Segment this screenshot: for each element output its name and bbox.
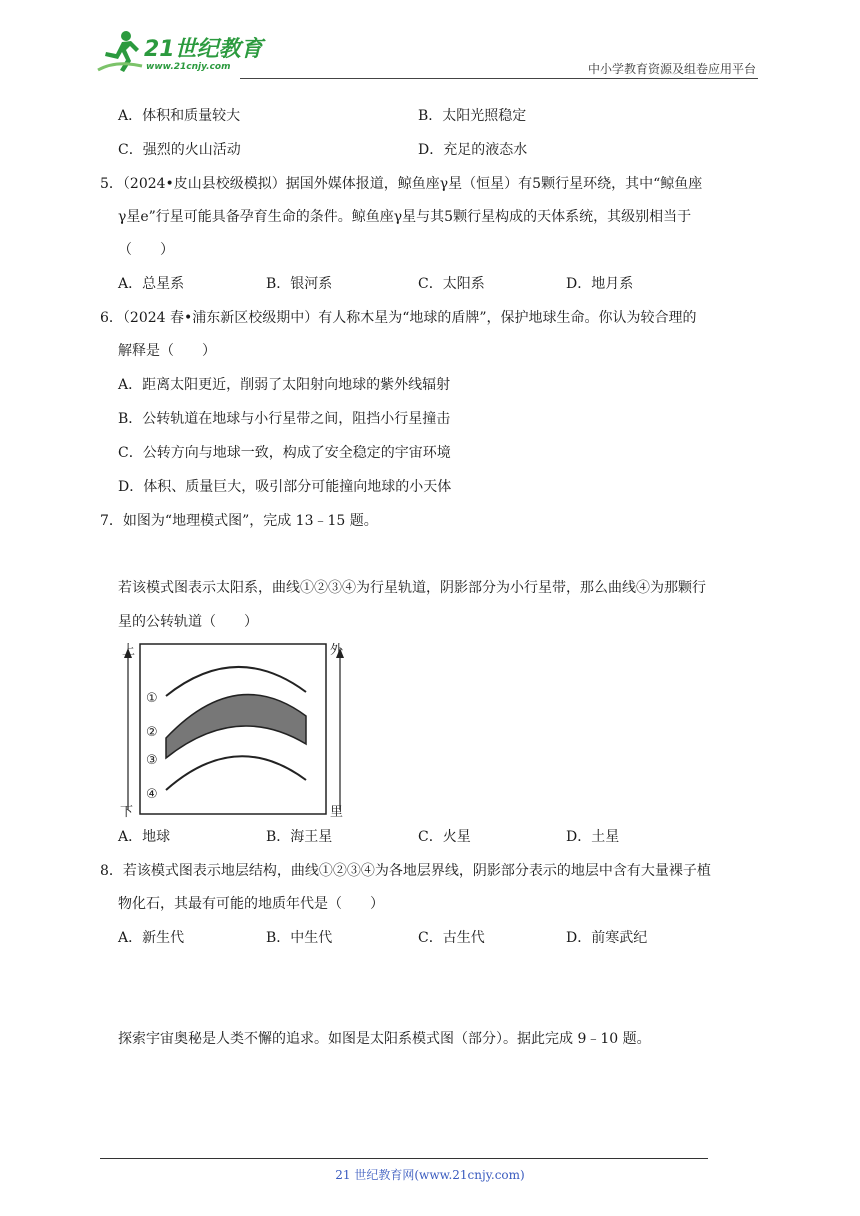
q7-option-d: D．土星 <box>566 829 620 845</box>
q6-option-d: D．体积、质量巨大，吸引部分可能撞向地球的小天体 <box>118 479 452 495</box>
label-top-right: 外 <box>330 643 344 658</box>
page-footer[interactable]: 21 世纪教育网(www.21cnjy.com) <box>335 1168 525 1182</box>
q8-option-d: D．前寒武纪 <box>566 930 648 946</box>
platform-name: 中小学教育资源及组卷应用平台 <box>587 62 756 76</box>
q4-option-a: A．体积和质量较大 <box>118 108 241 124</box>
curve-label-2: ② <box>146 725 158 740</box>
q5-option-b: B．银河系 <box>266 276 333 292</box>
q5-stem-line1: 5．（2024•皮山县校级模拟）据国外媒体报道，鲸鱼座γ星（恒星）有5颗行星环绕，其中“鲸鱼座 <box>100 176 703 192</box>
q8-option-a: A．新生代 <box>118 930 185 946</box>
q5-option-a: A．总星系 <box>118 276 185 292</box>
q6-option-b: B．公转轨道在地球与小行星带之间，阻挡小行星撞击 <box>118 411 451 427</box>
footer-divider <box>100 1158 708 1159</box>
q4-option-c: C．强烈的火山活动 <box>118 142 241 158</box>
q7-stem-line3: 星的公转轨道（ ） <box>118 614 258 630</box>
q7-option-b: B．海王星 <box>266 829 333 845</box>
curve-label-1: ① <box>146 691 158 706</box>
q7-stem-line1: 7．如图为“地理模式图”，完成 13﹣15 题。 <box>100 513 378 529</box>
q7-option-c: C．火星 <box>418 829 471 845</box>
q4-option-b: B．太阳光照稳定 <box>418 108 527 124</box>
q6-stem-line2: 解释是（ ） <box>118 343 216 359</box>
runner-icon <box>96 30 144 74</box>
q8-stem-line1: 8．若该模式图表示地层结构，曲线①②③④为各地层界线，阴影部分表示的地层中含有大量裸子植 <box>100 863 711 879</box>
label-top-left: 上 <box>122 643 136 658</box>
q8-option-b: B．中生代 <box>266 930 333 946</box>
label-bottom-right: 里 <box>330 805 344 818</box>
logo-url: www.21cnjy.com <box>146 62 231 72</box>
q5-stem-line3: （ ） <box>118 242 174 258</box>
q6-option-c: C．公转方向与地球一致，构成了安全稳定的宇宙环境 <box>118 445 451 461</box>
geo-model-figure <box>118 640 356 818</box>
logo-title: 21世纪教育 <box>144 37 263 62</box>
site-logo <box>96 30 266 78</box>
q9-intro: 探索宇宙奥秘是人类不懈的追求。如图是太阳系模式图（部分）。据此完成 9﹣10 题。 <box>118 1031 651 1047</box>
q7-stem-line2: 若该模式图表示太阳系，曲线①②③④为行星轨道，阴影部分为小行星带，那么曲线④为那颗行 <box>118 580 706 596</box>
header-divider <box>240 78 758 79</box>
label-bottom-left: 下 <box>120 805 134 818</box>
q5-option-c: C．太阳系 <box>418 276 485 292</box>
q5-stem-line2: γ星e”行星可能具备孕育生命的条件。鲸鱼座γ星与其5颗行星构成的天体系统，其级别相当于 <box>118 209 692 225</box>
q6-stem-line1: 6．（2024 春•浦东新区校级期中）有人称木星为“地球的盾牌”，保护地球生命。你认为较合理的 <box>100 310 697 326</box>
q8-stem-line2: 物化石，其最有可能的地质年代是（ ） <box>118 896 384 912</box>
q8-option-c: C．古生代 <box>418 930 485 946</box>
q7-option-a: A．地球 <box>118 829 171 845</box>
page-header <box>0 0 860 80</box>
q6-option-a: A．距离太阳更近，削弱了太阳射向地球的紫外线辐射 <box>118 377 451 393</box>
q4-option-d: D．充足的液态水 <box>418 142 528 158</box>
curve-label-3: ③ <box>146 753 158 768</box>
q5-option-d: D．地月系 <box>566 276 634 292</box>
curve-label-4: ④ <box>146 787 158 802</box>
